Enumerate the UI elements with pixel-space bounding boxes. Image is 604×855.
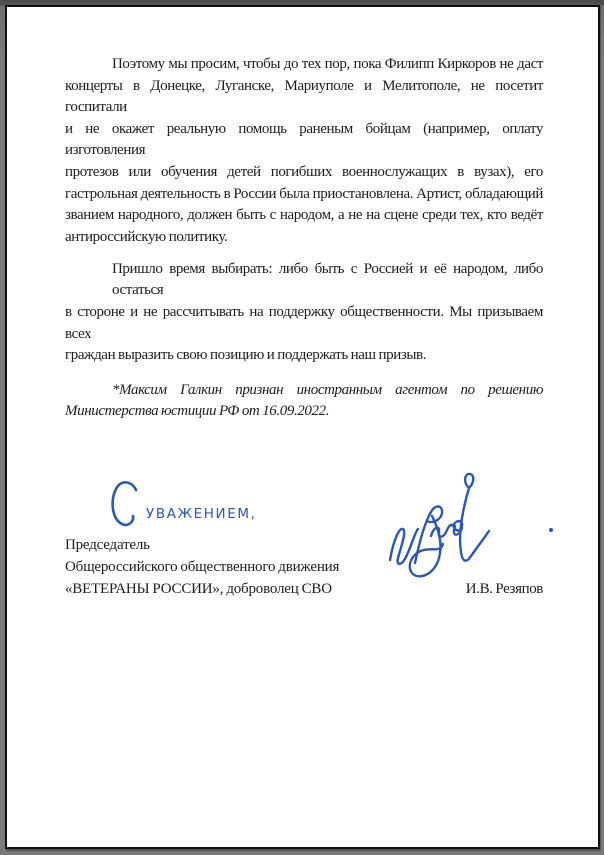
text-line: и не окажет реальную помощь раненым бойцам (например, оплату изготовления (65, 120, 543, 159)
document-content (65, 54, 543, 669)
signoff-row (65, 534, 543, 600)
signoff-lines (65, 534, 339, 600)
signoff-line: Общероссийского общественного движения (65, 559, 340, 575)
text-line: гастрольная деятельность в России была приостановлена. Артист, обладающий (65, 185, 543, 202)
text-line: концерты в Донецке, Луганске, Мариуполе и Мелитополе, не посетит госпитали (65, 77, 543, 116)
body-paragraph (65, 259, 543, 367)
text-line: Пришло время выбирать: либо быть с Россией и её народом, либо остаться (112, 260, 543, 299)
footnote-paragraph (65, 380, 543, 423)
text-line: Поэтому мы просим, чтобы до тех пор, пока Филипп Киркоров не даст (112, 56, 543, 72)
text-line: протезов или обучения детей погибших военнослужащих в вузах), его (65, 163, 543, 180)
text-line: Министерства юстиции РФ от 16.09.2022. (65, 403, 330, 420)
handwritten-regards-ink (110, 479, 310, 531)
document-paragraphs (65, 54, 543, 423)
signoff-line: «ВЕТЕРАНЫ РОССИИ», доброволец СВО (65, 581, 332, 597)
text-line: антироссийскую политику. (65, 228, 228, 245)
signatory-name: И.В. Резяпов (465, 581, 543, 597)
regards-caps-text: УВАЖЕНИЕМ, (146, 506, 257, 522)
text-line: граждан выразить свою позицию и поддержать наш призыв. (65, 347, 427, 364)
closing-block (65, 479, 543, 669)
text-line: в стороне и не рассчитывать на поддержку общественности. Мы призываем всех (65, 304, 543, 342)
text-line: званием народного, должен быть с народом, а не на сцене среди тех, кто ведёт (65, 207, 543, 224)
signoff-line: Председатель (65, 537, 150, 553)
body-paragraph (65, 54, 543, 248)
text-line: *Максим Галкин признан иностранным агентом по решению (112, 381, 543, 398)
document-page (5, 5, 600, 849)
